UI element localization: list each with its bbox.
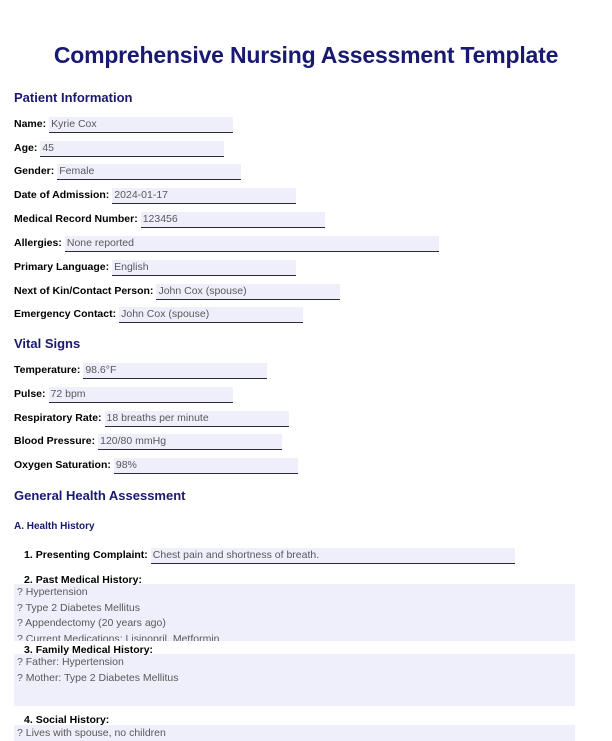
field-label-pulse: Pulse: — [14, 388, 46, 400]
section-heading-patient-information: Patient Information — [14, 90, 133, 105]
subsection-heading-health-history: A. Health History — [14, 521, 95, 532]
list-item-family-medical-history — [24, 644, 153, 656]
item-label-presenting-complaint: Presenting Complaint: — [35, 549, 148, 561]
list-item-social-history — [24, 714, 109, 726]
field-label-next-of-kin: Next of Kin/Contact Person: — [14, 285, 154, 297]
field-row-age — [14, 141, 224, 157]
field-row-oxygen-saturation — [14, 458, 298, 474]
page-title: Comprehensive Nursing Assessment Template — [53, 42, 559, 68]
date-of-admission-input[interactable] — [112, 188, 296, 204]
social-history-textarea[interactable] — [14, 725, 575, 741]
field-label-temperature: Temperature: — [14, 364, 81, 376]
field-label-oxygen-saturation: Oxygen Saturation: — [14, 459, 111, 471]
respiratory-rate-input[interactable] — [105, 411, 289, 427]
presenting-complaint-input[interactable] — [151, 548, 515, 564]
field-row-primary-language — [14, 260, 296, 276]
oxygen-saturation-input[interactable] — [114, 458, 298, 474]
field-label-emergency-contact: Emergency Contact: — [14, 308, 117, 320]
field-row-medical-record-number — [14, 212, 325, 228]
field-label-blood-pressure: Blood Pressure: — [14, 435, 96, 447]
field-row-gender — [14, 164, 241, 180]
item-label-social-history: Social History: — [35, 714, 110, 726]
item-label-family-medical-history: Family Medical History: — [35, 644, 154, 656]
item-label-past-medical-history: Past Medical History: — [35, 574, 142, 586]
section-heading-vital-signs: Vital Signs — [14, 336, 81, 351]
medical-record-number-input[interactable] — [141, 212, 325, 228]
field-row-date-of-admission — [14, 188, 296, 204]
primary-language-input[interactable] — [112, 260, 296, 276]
blood-pressure-input[interactable] — [98, 434, 282, 450]
field-row-name — [14, 117, 233, 133]
field-row-respiratory-rate — [14, 411, 289, 427]
field-label-allergies: Allergies: — [14, 237, 62, 249]
item-number: 1. — [24, 549, 33, 561]
field-row-blood-pressure — [14, 434, 282, 450]
item-number: 2. — [24, 574, 33, 586]
age-input[interactable] — [40, 141, 224, 157]
field-label-date-of-admission: Date of Admission: — [14, 189, 110, 201]
field-row-allergies — [14, 236, 439, 252]
list-item-past-medical-history — [24, 574, 142, 586]
name-input[interactable] — [49, 117, 233, 133]
family-medical-history-textarea[interactable] — [14, 654, 575, 706]
field-row-emergency-contact — [14, 307, 303, 323]
field-label-gender: Gender: — [14, 165, 55, 177]
allergies-input[interactable] — [65, 236, 439, 252]
past-medical-history-textarea[interactable] — [14, 584, 575, 641]
field-label-respiratory-rate: Respiratory Rate: — [14, 412, 102, 424]
list-item-presenting-complaint — [24, 548, 515, 564]
temperature-input[interactable] — [83, 363, 267, 379]
item-number: 3. — [24, 644, 33, 656]
next-of-kin-input[interactable] — [156, 284, 340, 300]
gender-input[interactable] — [57, 164, 241, 180]
field-label-medical-record-number: Medical Record Number: — [14, 213, 138, 225]
field-row-next-of-kin — [14, 284, 340, 300]
field-row-pulse — [14, 387, 233, 403]
section-heading-general-health-assessment: General Health Assessment — [14, 488, 186, 503]
pulse-input[interactable] — [49, 387, 233, 403]
item-number: 4. — [24, 714, 33, 726]
emergency-contact-input[interactable] — [119, 307, 303, 323]
field-label-primary-language: Primary Language: — [14, 261, 110, 273]
field-row-temperature — [14, 363, 267, 379]
field-label-age: Age: — [14, 142, 38, 154]
field-label-name: Name: — [14, 118, 47, 130]
